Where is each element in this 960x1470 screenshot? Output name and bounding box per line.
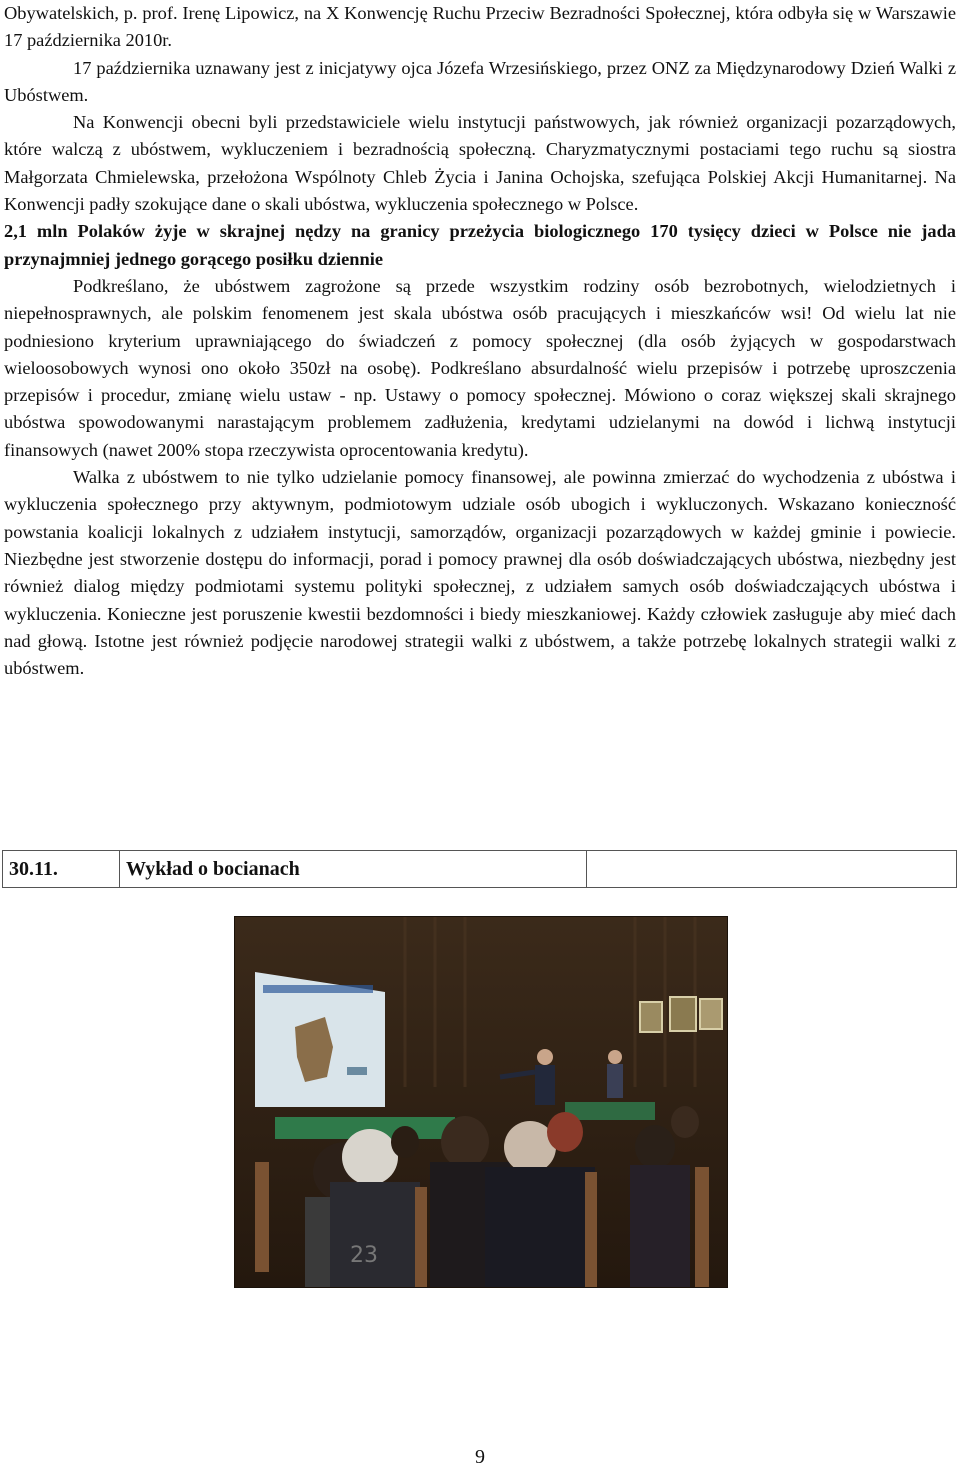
event-extra: [587, 851, 957, 888]
paragraph-2: 17 października uznawany jest z inicjatywy ojca Józefa Wrzesińskiego, przez ONZ za Międzynarodowy Dzień Walki z Ubóstwem.: [4, 57, 956, 105]
paragraph-6: Walka z ubóstwem to nie tylko udzielanie pomocy finansowej, ale powinna zmierzać do wychodzenia z ubóstwa i wykluczenia społecznego przy aktywnym, podmiotowym udziale osób ubogich i wykluczonych. Wskazano konieczność powstania koalicji lokalnych z udziałem instytucji, samorządów, organizacji pozarządowych w każdej gminie i powiecie. Niezbędne jest stworzenie dostępu do informacji, porad i pomocy prawnej dla osób doświadczających ubóstwa, niezbędny jest również dialog między podmiotami systemu polityki społecznej, z udziałem samych osób doświadczających ubóstwa i wykluczenia. Konieczne jest poruszenie kwestii bezdomności i biedy mieszkaniowej. Każdy człowiek zasługuje aby mieć dach nad głową. Istotne jest również podjęcie narodowej strategii walki z ubóstwem, a także potrzebę lokalnych strategii walki z ubóstwem.: [4, 467, 956, 679]
page-number: 9: [475, 1446, 485, 1468]
svg-text:23: 23: [350, 1243, 378, 1268]
lecture-photo-illustration: [235, 917, 727, 1287]
lecture-photo: [234, 916, 728, 1288]
paragraph-5: Podkreślano, że ubóstwem zagrożone są przede wszystkim rodziny osób bezrobotnych, wielodzietnych i niepełnosprawnych, ale polskim fenomenem jest skala ubóstwa osób pracujących i mieszkańców wsi! Od wielu lat nie podniesiono kryterium uprawniającego do świadczeń z pomocy społecznej (dla osób żyjących w gospodarstwach wieloosobowych wynosi ono około 350zł na osobę). Podkreślano absurdalność wielu przepisów i potrzebę uproszczenia przepisów i procedur, zmianę wielu ustaw - np. Ustawy o pomocy społecznej. Mówiono o coraz większej skali skrajnego ubóstwa spowodowanymi narastającym problemem zadłużenia, kredytami udzielanymi na dowód i lichwą instytucji finansowych (nawet 200% stopa rzeczywista oprocentowania kredytu).: [4, 275, 956, 460]
body-text: [4, 0, 956, 682]
event-date: 30.11.: [3, 851, 120, 888]
event-title: Wykład o bocianach: [120, 851, 587, 888]
paragraph-3: Na Konwencji obecni byli przedstawiciele wielu instytucji państwowych, jak również organizacji pozarządowych, które walczą z ubóstwem, wykluczeniem i bezradnością społeczną. Charyzmatycznymi postaciami tego ruchu są siostra Małgorzata Chmielewska, przełożona Wspólnoty Chleb Życia i Janina Ochojska, szefująca Polskiej Akcji Humanitarnej. Na Konwencji padły szokujące dane o skali ubóstwa, wykluczenia społecznego w Polsce.: [4, 112, 956, 215]
paragraph-4-bold: 2,1 mln Polaków żyje w skrajnej nędzy na granicy przeżycia biologicznego 170 tysięcy dzieci w Polsce nie jada przynajmniej jednego gorącego posiłku dziennie: [4, 221, 956, 269]
event-header-table: [2, 850, 957, 888]
paragraph-1: Obywatelskich, p. prof. Irenę Lipowicz, na X Konwencję Ruchu Przeciw Bezradności Społecznej, która odbyła się w Warszawie 17 października 2010r.: [4, 3, 956, 51]
event-header-row: [3, 851, 957, 888]
